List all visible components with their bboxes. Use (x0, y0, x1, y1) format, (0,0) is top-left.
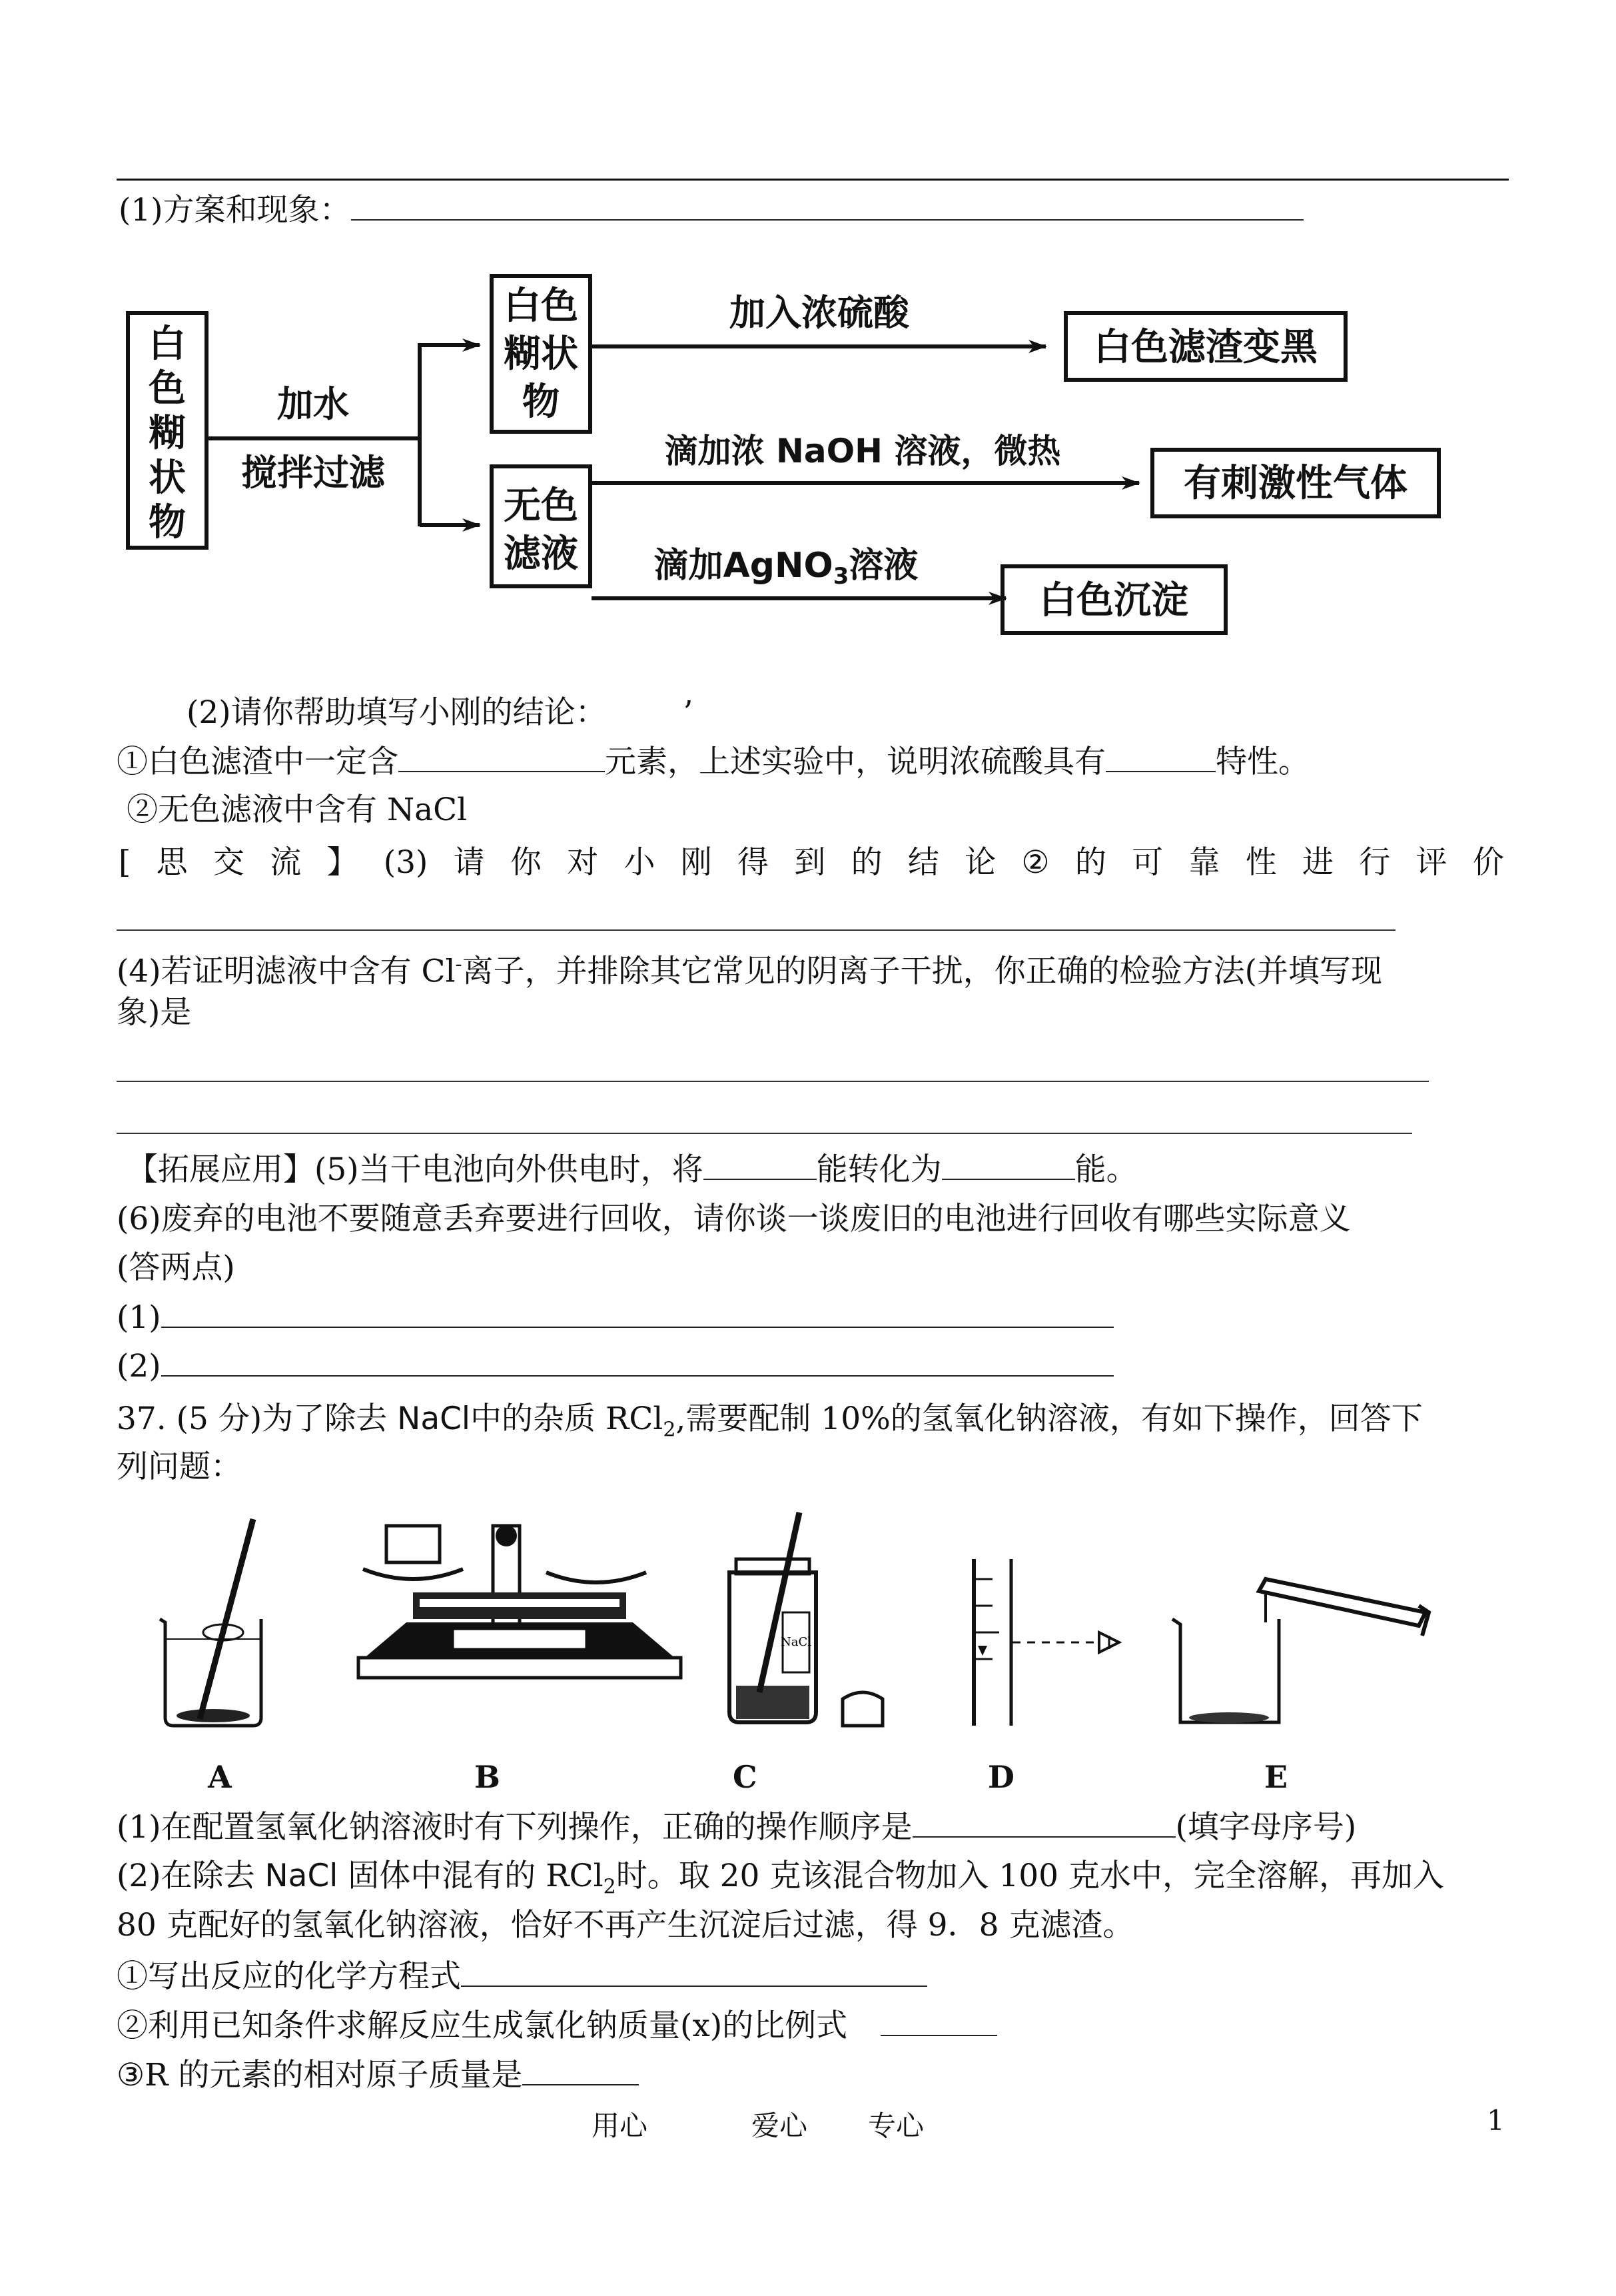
lower-box-line: 滤液 (504, 532, 578, 576)
q6-item1 (117, 1297, 1114, 1338)
q3-char: 流 (270, 844, 302, 881)
arrow-3-label-pre: 滴加AgNO (653, 546, 833, 586)
q4-line1-a: (4)若证明滤液中含有 Cl (117, 953, 456, 990)
q4-line2-text: 象)是 (117, 994, 192, 1031)
figure-label-a: A (208, 1759, 232, 1795)
q5-b: 能转化为 (816, 1151, 942, 1188)
q3-char: 可 (1132, 844, 1164, 881)
q3-char: 对 (567, 844, 599, 881)
q37-s3-text: ③R 的元素的相对原子质量是 (117, 2057, 523, 2093)
start-char: 物 (149, 501, 186, 544)
q37-line1-c: ,需要配制 10%的氢氧化钠溶液，有如下操作，回答下 (675, 1401, 1423, 1437)
order-blank[interactable] (913, 1807, 1176, 1838)
q3-char: 性 (1245, 844, 1277, 881)
start-char: 糊 (149, 412, 186, 455)
branch-bottom-label: 搅拌过滤 (241, 452, 385, 494)
equation-blank[interactable] (461, 1956, 927, 1987)
q3-line (119, 843, 1504, 883)
q6-item2-blank[interactable] (161, 1346, 1114, 1377)
q3-char: 的 (1074, 844, 1106, 881)
apparatus-figure (133, 1506, 1492, 1799)
q37-line1-sub: 2 (663, 1418, 676, 1442)
figure-label-c: C (733, 1759, 757, 1795)
upper-box-line: 糊状 (504, 332, 578, 376)
q2-intro-mark: ’ (683, 694, 693, 731)
q2-intro (187, 693, 693, 733)
q3-char: 论 (965, 844, 997, 881)
q1-prefix: (1)方案和现象： (119, 192, 351, 229)
q6-item1-blank[interactable] (161, 1297, 1114, 1328)
arrow-3-label-sub: 3 (833, 563, 849, 590)
figure-a-beaker (160, 1519, 261, 1726)
footer-motto-3: 专心 (868, 2109, 925, 2142)
figure-c-jar (729, 1512, 883, 1726)
energy-from-blank[interactable] (703, 1149, 817, 1180)
q37-p2-c: 时。取 20 克该混合物加入 100 克水中，完全溶解，再加入 (615, 1858, 1444, 1894)
start-char: 状 (149, 456, 186, 500)
top-rule (117, 179, 1509, 181)
q37-s1-text: ①写出反应的化学方程式 (117, 1958, 461, 1995)
figure-label-d: D (988, 1759, 1014, 1795)
q4-line1-b: 离子，并排除其它常见的阴离子干扰，你正确的检验方法(并填写现 (462, 953, 1382, 990)
q3-char: 】 (326, 844, 358, 881)
q37-p2-line2-text: 80 克配好的氢氧化钠溶液，恰好不再产生沉淀后过滤，得 9．8 克滤渣。 (117, 1907, 1134, 1944)
q4-answer-line-1[interactable] (117, 1081, 1429, 1082)
q3-char: 结 (907, 844, 939, 881)
q37-s2 (117, 2006, 997, 2046)
q37-p2-b: 固体中混有的 RCl (338, 1858, 604, 1894)
figure-b-balance (358, 1525, 681, 1678)
upper-box-line: 物 (522, 380, 560, 424)
branch-top-label: 加水 (277, 383, 349, 425)
q1-answer-blank[interactable] (351, 190, 1304, 221)
element-blank[interactable] (398, 742, 605, 772)
q3-char: 进 (1302, 844, 1334, 881)
q37-line1-nacl: NaCl (397, 1401, 470, 1437)
q4-line1 (117, 945, 1382, 992)
q6-line1 (117, 1199, 1351, 1239)
q3-char: 评 (1415, 844, 1447, 881)
start-char: 白 (149, 322, 186, 366)
c1-c: 特性。 (1216, 744, 1310, 780)
q37-s2-text: ②利用已知条件求解反应生成氯化钠质量(x)的比例式 (117, 2008, 848, 2044)
q2-c2 (127, 790, 467, 830)
flow-diagram (113, 247, 1499, 660)
atomic-mass-blank[interactable] (522, 2055, 639, 2085)
property-blank[interactable] (1106, 742, 1216, 772)
c1-b: 元素，上述实验中，说明浓硫酸具有 (605, 744, 1106, 780)
q3-char: 刚 (680, 844, 712, 881)
result-3-text: 白色沉淀 (1039, 579, 1188, 622)
q3-char: 价 (1472, 844, 1504, 881)
q3-char: 行 (1359, 844, 1391, 881)
start-char: 色 (149, 367, 186, 410)
q37-p1-b: (填字母序号) (1175, 1809, 1357, 1846)
energy-to-blank[interactable] (942, 1149, 1075, 1180)
q37-p1 (117, 1807, 1356, 1848)
q6-line2 (117, 1248, 235, 1288)
q3-char: (3) (383, 844, 428, 881)
q6-line2-text: (答两点) (117, 1249, 235, 1286)
q37-p1-a: (1)在配置氢氧化钠溶液时有下列操作，正确的操作顺序是 (117, 1809, 913, 1846)
q37-line2-text: 列问题： (117, 1448, 242, 1485)
q3-char: ② (1021, 844, 1050, 881)
q37-p2 (117, 1856, 1444, 1907)
lower-box-line: 无色 (504, 484, 578, 528)
arrow-3-label-post: 溶液 (849, 546, 919, 586)
q3-char: 靠 (1188, 844, 1220, 881)
q37-s1 (117, 1956, 927, 1997)
q6-item2 (117, 1346, 1114, 1387)
c2-text: ②无色滤液中含有 NaCl (127, 792, 468, 828)
upper-box-line: 白色 (504, 285, 578, 328)
q3-char: 得 (737, 844, 769, 881)
q2-intro-text: (2)请你帮助填写小刚的结论： (187, 694, 607, 731)
ratio-blank[interactable] (881, 2006, 997, 2036)
start-box-text (149, 322, 186, 544)
q4-answer-line-2[interactable] (117, 1133, 1412, 1134)
q3-char: [ (119, 844, 131, 881)
page-number: 1 (1487, 2104, 1505, 2137)
q37-p2-line2 (117, 1906, 1134, 1946)
q37-line1-a: 37. (5 分)为了除去 (117, 1401, 398, 1437)
q1-line (119, 190, 1304, 231)
q5-c: 能。 (1074, 1151, 1138, 1188)
q3-char: 的 (851, 844, 883, 881)
figure-label-b: B (474, 1759, 500, 1795)
q3-char: 到 (794, 844, 826, 881)
q37-p2-sub: 2 (603, 1875, 616, 1899)
arrow-3-label (654, 546, 919, 590)
q3-char: 你 (510, 844, 542, 881)
q37-line1-b: 中的杂质 RCl (470, 1401, 663, 1437)
result-2-text: 有刺激性气体 (1184, 462, 1408, 505)
q6-line1-text: (6)废弃的电池不要随意丢弃要进行回收，请你谈一谈废旧的电池进行回收有哪些实际意义 (117, 1201, 1351, 1237)
q37-p2-a: (2)在除去 (117, 1858, 265, 1894)
arrow-1-label: 加入浓硫酸 (729, 292, 909, 334)
q4-line2 (117, 993, 191, 1033)
c1-a: ①白色滤渣中一定含 (117, 744, 398, 780)
jar-label: NaCl (780, 1635, 812, 1649)
footer-motto-2: 爱心 (751, 2109, 808, 2142)
q37-line2 (117, 1447, 242, 1487)
q37-s3 (117, 2055, 639, 2095)
q3-answer-line[interactable] (117, 929, 1396, 931)
q5-line (127, 1149, 1138, 1190)
arrow-2-label: 滴加浓 NaOH 溶液，微热 (664, 432, 1061, 470)
q3-char: 请 (453, 844, 485, 881)
q3-char: 思 (156, 844, 188, 881)
q3-char: 交 (212, 844, 244, 881)
q2-c1 (117, 742, 1310, 782)
q6-item2-label: (2) (117, 1348, 161, 1385)
q37-line1 (117, 1399, 1423, 1450)
q3-char: 小 (623, 844, 655, 881)
result-1-text: 白色滤渣变黑 (1094, 326, 1318, 369)
figure-e-pour (1172, 1579, 1429, 1723)
q6-item1-label: (1) (117, 1299, 161, 1336)
footer-motto-1: 用心 (592, 2109, 648, 2142)
q4-line1-sup: - (455, 953, 462, 976)
q37-p2-nacl: NaCl (264, 1858, 338, 1894)
figure-label-e: E (1264, 1759, 1288, 1795)
q5-a: 【拓展应用】(5)当干电池向外供电时，将 (127, 1151, 703, 1188)
figure-d-cylinder (974, 1559, 1119, 1726)
